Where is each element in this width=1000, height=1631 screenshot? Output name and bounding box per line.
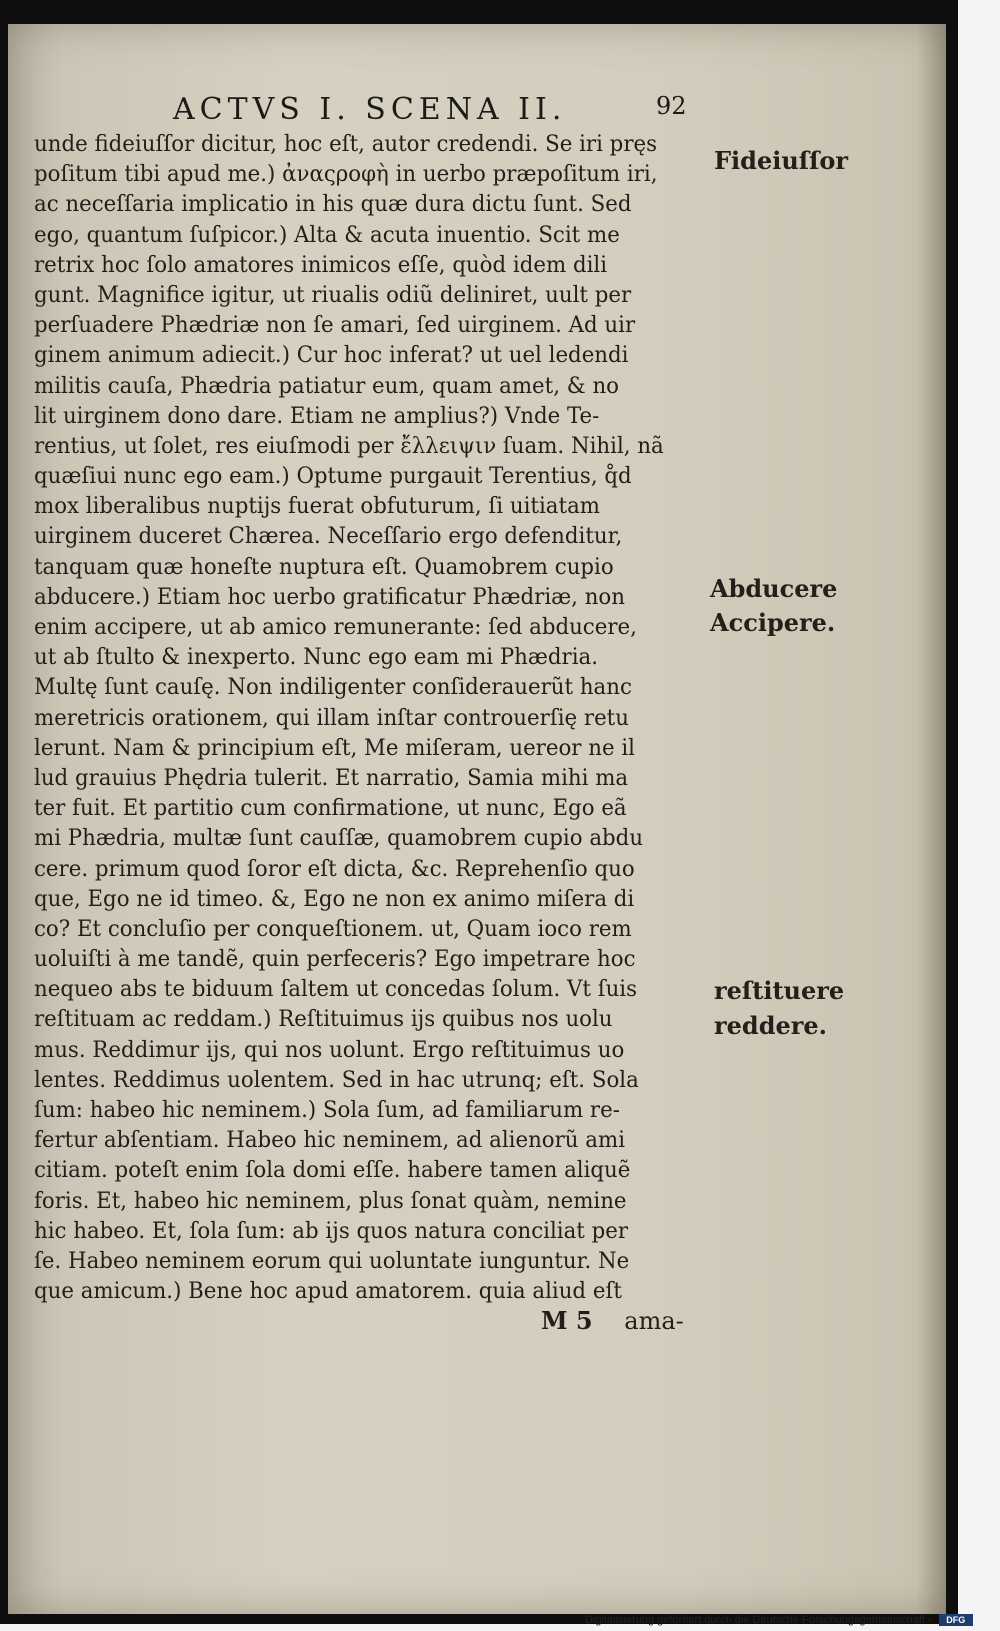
commentary-text — [34, 130, 728, 1307]
text-line: que, Ego ne id timeo. &, Ego ne non ex animo miſera di — [34, 886, 635, 912]
text-line: rentius, ut ſolet, res eiuſmodi per ἔλλειψιν ſuam. Nihil, nã — [34, 433, 664, 459]
text-line: co? Et concluſio per conqueſtionem. ut, Quam ioco rem — [34, 916, 632, 942]
text-line: unde fideiuſſor dicitur, hoc eſt, autor credendi. Se iri pręs — [34, 132, 658, 157]
text-line: poſitum tibi apud me.) ἀναςροφὴ in uerbo præpoſitum iri, — [34, 162, 658, 188]
digitization-credit — [585, 1612, 990, 1628]
text-line: gunt. Magnifice igitur, ut riualis odiũ deliniret, uult per — [34, 282, 632, 308]
text-line: ter fuit. Et partitio cum confirmatione, ut nunc, Ego eã — [34, 796, 627, 822]
text-line: meretricis orationem, qui illam inſtar controuerſię retu — [34, 705, 629, 731]
text-line: cere. primum quod ſoror eſt dicta, &c. Reprehenſio quo — [34, 856, 635, 882]
text-line: ego, quantum ſuſpicor.) Alta & acuta inuentio. Scit me — [34, 222, 620, 248]
text-line: retrix hoc ſolo amatores inimicos eſſe, quòd idem dili — [34, 252, 608, 278]
text-line: uirginem duceret Chærea. Neceſſario ergo defenditur, — [34, 524, 623, 550]
text-line: lud grauius Phędria tulerit. Et narratio, Samia mihi ma — [34, 765, 629, 791]
text-line: lerunt. Nam & principium eſt, Me miſeram, uereor ne il — [34, 735, 635, 761]
text-line: que amicum.) Bene hoc apud amatorem. quia aliud eſt — [34, 1279, 622, 1305]
marginal-note-abducere: Abducere — [710, 574, 838, 603]
text-line: mi Phædria, multæ ſunt cauſſæ, quamobrem cupio abdu — [34, 826, 644, 852]
text-line: reſtituam ac reddam.) Reſtituimus ijs quibus nos uolu — [34, 1007, 613, 1033]
text-line: lit uirginem dono dare. Etiam ne amplius?) Vnde Te- — [34, 403, 600, 429]
running-head: ACTVS I. SCENA II. — [173, 92, 567, 127]
text-line: tanquam quæ honeſte nuptura eſt. Quamobrem cupio — [34, 554, 614, 580]
text-line: mus. Reddimur ijs, qui nos uolunt. Ergo reſtituimus uo — [34, 1037, 625, 1063]
text-line: abducere.) Etiam hoc uerbo gratificatur Phædriæ, non — [34, 584, 625, 610]
book-page — [8, 24, 946, 1614]
text-line: uoluiſti à me tandẽ, quin perfeceris? Ego impetrare hoc — [34, 947, 636, 973]
marginal-note-fideiussor: Fideiuſſor — [714, 146, 849, 175]
text-line: perſuadere Phædriæ non ſe amari, ſed uirginem. Ad uir — [34, 313, 636, 339]
text-line: ut ab ſtulto & inexperto. Nunc ego eam mi Phædria. — [34, 645, 599, 671]
text-line: Multę ſunt cauſę. Non indiligenter conſiderauerũt hanc — [34, 675, 632, 701]
text-line: enim accipere, ut ab amico remunerante: ſed abducere, — [34, 615, 637, 640]
dfg-logo: DFG — [939, 1614, 973, 1626]
marginal-note-accipere: Accipere. — [710, 608, 836, 637]
text-line: ſum: habeo hic neminem.) Sola ſum, ad familiarum re- — [34, 1098, 620, 1123]
credit-text: Digitalisierung gefördert durch die Deutsche Forschungsgemeinschaft - — [585, 1614, 932, 1626]
text-line: hic habeo. Et, ſola ſum: ab ijs quos natura conciliat per — [34, 1218, 629, 1244]
text-line: quæſiui nunc ego eam.) Optume purgauit Terentius, q̊d — [34, 464, 632, 490]
marginal-note-reddere: reddere. — [714, 1011, 828, 1040]
text-line: ſe. Habeo neminem eorum qui uoluntate iunguntur. Ne — [34, 1248, 630, 1274]
text-line: ac neceſſaria implicatio in his quæ dura dictu ſunt. Sed — [34, 192, 632, 218]
text-line: nequeo abs te biduum ſaltem ut concedas ſolum. Vt ſuis — [34, 977, 638, 1003]
text-line: foris. Et, habeo hic neminem, plus ſonat quàm, nemine — [34, 1188, 627, 1214]
text-line: militis cauſa, Phædria patiatur eum, quam amet, & no — [34, 373, 620, 399]
page-number: 92 — [656, 92, 687, 120]
text-line: citiam. poteſt enim ſola domi eſſe. habere tamen aliquẽ — [34, 1158, 631, 1184]
catchword: ama- — [624, 1307, 684, 1335]
marginal-note-restituere: reſtituere — [714, 976, 845, 1005]
text-line: lentes. Reddimus uolentem. Sed in hac utrunq; eſt. Sola — [34, 1067, 639, 1093]
text-line: fertur abſentiam. Habeo hic neminem, ad alienorũ ami — [34, 1128, 626, 1154]
signature-mark: M 5 — [541, 1306, 593, 1335]
text-line: mox liberalibus nuptijs fuerat obfuturum, ſi uitiatam — [34, 494, 600, 520]
text-line: ginem animum adiecit.) Cur hoc inferat? ut uel ledendi — [34, 343, 629, 369]
signature-line — [541, 1306, 684, 1335]
